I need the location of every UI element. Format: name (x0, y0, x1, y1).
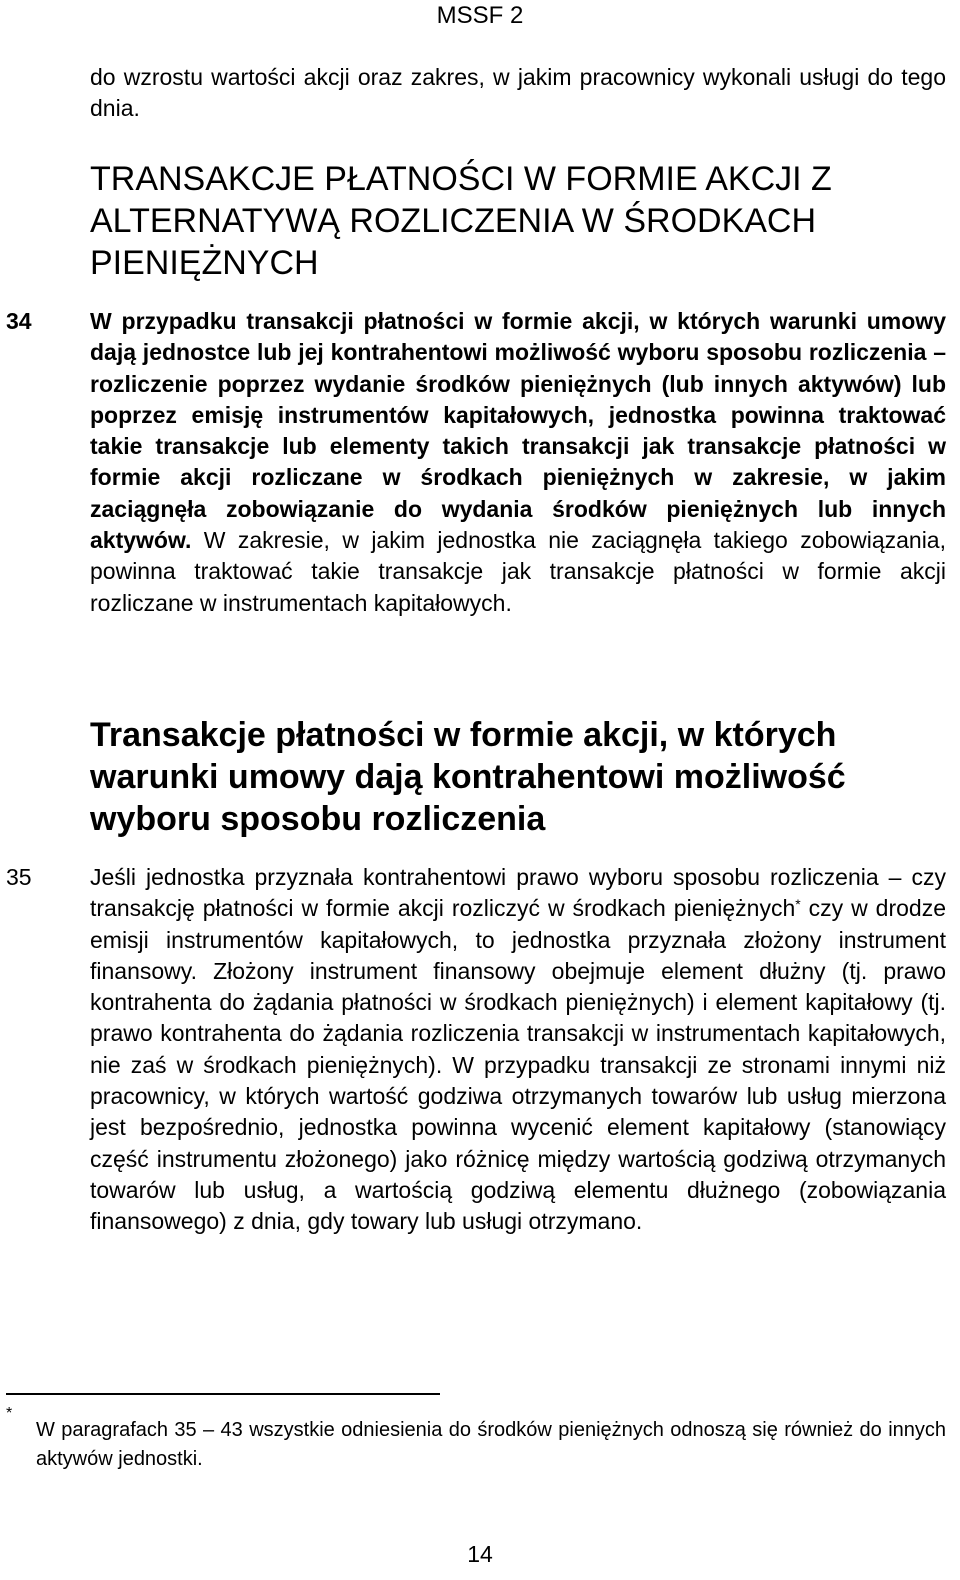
footnote-reference-mark: * (795, 896, 801, 913)
paragraph-number-34: 34 (6, 308, 32, 334)
paragraph-34 (90, 306, 946, 619)
page-number: 14 (467, 1541, 493, 1567)
intro-paragraph: do wzrostu wartości akcji oraz zakres, w jakim pracownicy wykonali usługi do tego dnia. (90, 64, 946, 121)
paragraph-34-regular-text: W zakresie, w jakim jednostka nie zaciągnęła takiego zobowiązania, powinna traktować takie transakcje jak transakcje płatności w formie akcji rozliczane w instrumentach kapitałowych. (90, 527, 946, 616)
footnote-marker: * (6, 1405, 13, 1422)
paragraph-35 (90, 862, 946, 1238)
paragraph-number-35: 35 (6, 864, 32, 890)
footnote-text: W paragrafach 35 – 43 wszystkie odniesienia do środków pieniężnych odnoszą się również do innych aktywów jednostki. (36, 1419, 946, 1470)
paragraph-35-text-part-1: Jeśli jednostka przyznała kontrahentowi prawo wyboru sposobu rozliczenia – czy transakcję płatności w formie akcji rozliczyć w środkach pieniężnych (90, 864, 946, 922)
running-header: MSSF 2 (436, 2, 524, 29)
section-heading: TRANSAKCJE PŁATNOŚCI W FORMIE AKCJI Z ALTERNATYWĄ ROZLICZENIA W ŚRODKACH PIENIĘŻNYCH (90, 160, 832, 282)
paragraph-35-text-part-2: czy w drodze emisji instrumentów kapitałowych, to jednostka przyznała złożony instrument finansowy. Złożony instrument finansowy obejmuje element dłużny (tj. prawo kontrahenta do żądania płatności w środkach pieniężnych) i element kapitałowy (tj. prawo kontrahenta do żądania rozliczenia transakcji w instrumentach kapitałowych, nie zaś w środkach pieniężnych). W przypadku transakcji ze stronami innymi niż pracownicy, w których wartość godziwa otrzymanych towarów lub usług mierzona jest bezpośrednio, jednostka powinna wycenić element kapitałowy (stanowiący część instrumentu złożonego) jako różnicę między wartością godziwą otrzymanych towarów lub usług, a wartością godziwą elementu dłużnego (zobowiązania finansowego) z dnia, gdy towary lub usługi otrzymano. (90, 895, 946, 1235)
paragraph-34-bold-text: W przypadku transakcji płatności w formie akcji, w których warunki umowy dają jednostce lub jej kontrahentowi możliwość wyboru sposobu rozliczenia – rozliczenie poprzez wydanie środków pieniężnych (lub innych aktywów) lub poprzez emisję instrumentów kapitałowych, jednostka powinna traktować takie transakcje lub elementy takich transakcji jak transakcje płatności w formie akcji rozliczane w środkach pieniężnych w zakresie, w jakim zaciągnęła zobowiązanie do wydania środków pieniężnych lub innych aktywów. (90, 308, 946, 554)
subsection-heading: Transakcje płatności w formie akcji, w których warunki umowy dają kontrahentowi możliwość wyboru sposobu rozliczenia (90, 716, 846, 838)
footnote-separator (6, 1393, 440, 1395)
